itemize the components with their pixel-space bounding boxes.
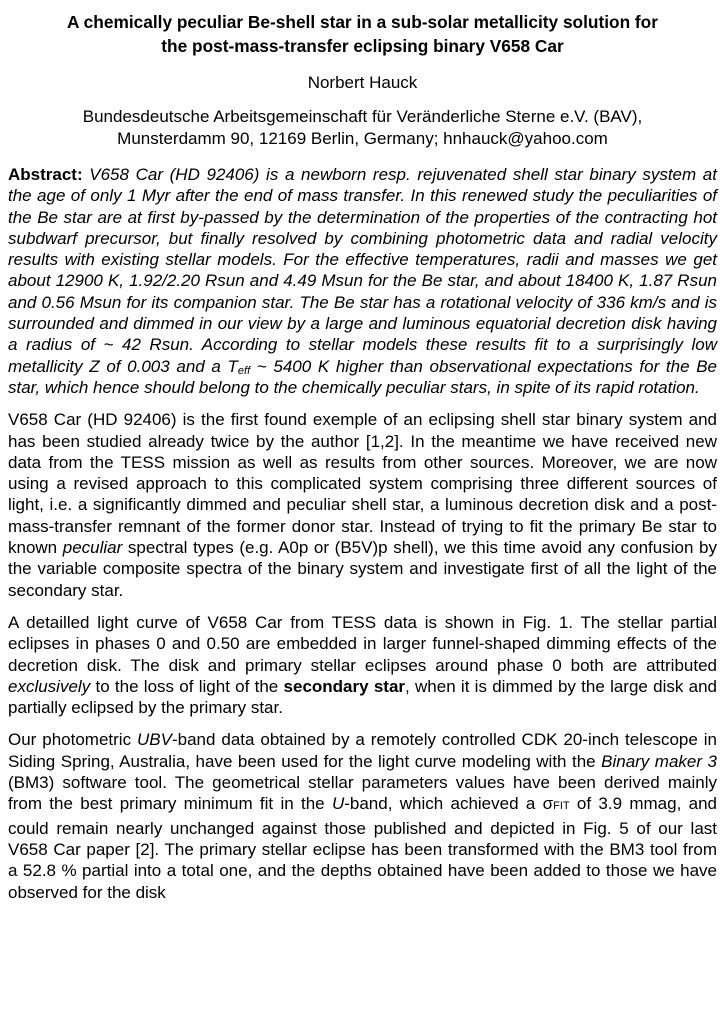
paragraph-light-curve: [8, 612, 717, 718]
affiliation: [8, 106, 717, 150]
italic-text: UBV: [137, 730, 172, 750]
text: spectral types (e.g. A0p or (B5V)p shell), we this time avoid any confusion by the variable composite spectra of the binary system and investigate first of all the light of the secondary star.: [8, 538, 717, 600]
text: A detailled light curve of V658 Car from TESS data is shown in Fig. 1. The stellar partial eclipses in phases 0 and 0.50 are embedded in larger funnel-shaped dimming effects of the decretion disk. The disk and primary stellar eclipses around phase 0 both are attributed: [8, 612, 717, 675]
title-line-2: the post-mass-transfer eclipsing binary V658 Car: [161, 36, 564, 56]
text: to the loss of light of the: [90, 676, 284, 696]
text: -band data obtained by a remotely controlled CDK 20-inch telescope in Siding Spring, Australia, have been used for the light curve modeling with the: [8, 730, 717, 771]
abstract-text-1: V658 Car (HD 92406) is a newborn resp. rejuvenated shell star binary system at the age of only 1 Myr after the end of mass transfer. In this renewed study the peculiarities of the Be star are at first by-passed by the determination of the properties of the contracting hot subdwarf precursor, but finally resolved by combining photometric data and radial velocity results with existing stellar models. For the effective temperatures, radii and masses we get about 12900 K, 1.92/2.20 Rsun and 4.49 Msun for the Be star, and about 18400 K, 1.87 Rsun and 0.56 Msun for its companion star. The Be star has a rotational velocity of 336 km/s and is surrounded and dimmed in our view by a large and luminous equatorial decretion disk having a radius of ~ 42 Rsun. According to stellar models these results fit to a surprisingly low metallicity Z of 0.003 and a T: [8, 165, 717, 376]
italic-text: exclusively: [8, 676, 91, 696]
text: V658 Car (HD 92406) is the first found exemple of an eclipsing shell star binary system and has been studied already twice by the author [1,2]. In the meantime we have received new data from the TESS mission as well as results from other sources. Moreover, we are now using a revised approach to this complicated system comprising three different sources of light, i.e. a significantly dimmed and peculiar shell star, a luminous decretion disk and a post-mass-transfer remnant of the former donor star. Instead of trying to fit the primary Be star to known: [8, 410, 717, 558]
text: -band, which achieved a σ: [344, 794, 554, 814]
text: (BM3) software tool. The geometrical stellar parameters values have been derived mainly from the best primary minimum fit in the: [8, 773, 717, 814]
teff-subscript: eff: [237, 364, 251, 377]
text: Our photometric: [8, 730, 138, 750]
abstract: [8, 164, 717, 398]
affiliation-line-1: Bundesdeutsche Arbeitsgemeinschaft für Veränderliche Sterne e.V. (BAV),: [82, 107, 643, 126]
italic-text: peculiar: [62, 538, 123, 558]
fit-subscript: FIT: [553, 800, 570, 813]
text: , when it is dimmed by the large disk and partially eclipsed by the primary star.: [8, 676, 717, 718]
abstract-label: Abstract:: [8, 165, 83, 184]
title-line-1: A chemically peculiar Be-shell star in a sub-solar metallicity solution for: [67, 12, 658, 32]
abstract-text-2: ~ 5400 K higher than observational expectations for the Be star, which hence should belong to the chemically peculiar stars, in spite of its rapid rotation.: [8, 356, 717, 397]
author: Norbert Hauck: [307, 73, 418, 92]
italic-text: U: [331, 794, 345, 814]
paragraph-intro: [8, 409, 717, 601]
text: of 3.9 mmag, and could remain nearly unchanged against those published and depicted in Fig. 5 of our last V658 Car paper [2]. The primary stellar eclipse has been transformed with the BM3 tool from a 52.8 % partial into a total one, and the depths obtained have been added to those we have observed for the disk: [8, 794, 717, 902]
paper-title: [8, 10, 717, 58]
abstract-text: [8, 165, 717, 397]
paragraph-photometry: [8, 729, 717, 902]
bold-text: secondary star: [283, 676, 406, 696]
italic-text: Binary maker 3: [601, 751, 717, 771]
affiliation-line-2: Munsterdamm 90, 12169 Berlin, Germany; hnhauck@yahoo.com: [117, 129, 608, 148]
